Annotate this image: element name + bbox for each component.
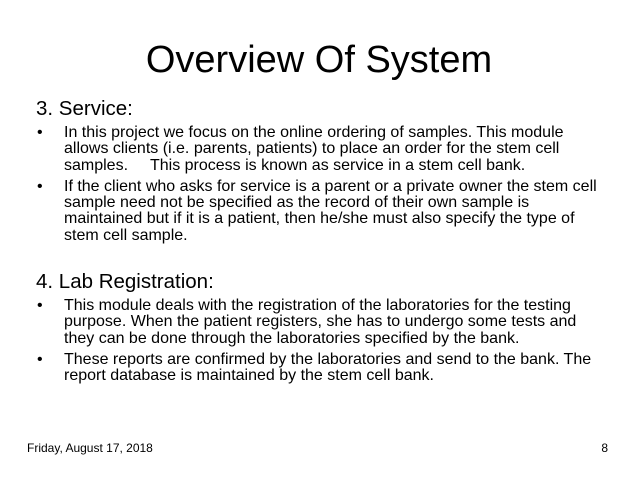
bullet-marker: • — [37, 350, 43, 368]
bullet-text: In this project we focus on the online ordering of samples. This module allows clients (i.e. parents, patients) to place an order for the stem cell samples. This process is known as service in a stem cell bank. — [64, 124, 568, 174]
bullet-text: This module deals with the registration of the laboratories for the testing purpose. When the patient registers, she has to undergo some tests and they can be done through the laboratories specified by the bank. — [64, 297, 577, 347]
bullet-item — [36, 298, 606, 347]
slide-content — [36, 97, 606, 390]
bullet-marker: • — [37, 177, 43, 195]
section-heading-lab-registration: 4. Lab Registration: — [36, 270, 214, 294]
bullet-marker: • — [37, 297, 43, 315]
lab-registration-bullet-list — [36, 298, 606, 384]
footer-date: Friday, August 17, 2018 — [27, 441, 153, 455]
bullet-text: These reports are confirmed by the laboratories and send to the bank. The report database is maintained by the stem cell bank. — [64, 350, 592, 385]
service-bullet-list — [36, 125, 606, 244]
page-number: 8 — [601, 441, 608, 455]
bullet-item — [36, 125, 606, 174]
bullet-item — [36, 179, 606, 244]
slide-title: Overview Of System — [145, 39, 493, 81]
bullet-item — [36, 352, 606, 385]
bullet-text: If the client who asks for service is a parent or a private owner the stem cell sample need not be specified as the record of their own sample is maintained but if it is a patient, then he/she must also specify the type of stem cell sample. — [64, 177, 597, 244]
section-heading-service: 3. Service: — [36, 97, 133, 120]
bullet-marker: • — [37, 124, 43, 141]
